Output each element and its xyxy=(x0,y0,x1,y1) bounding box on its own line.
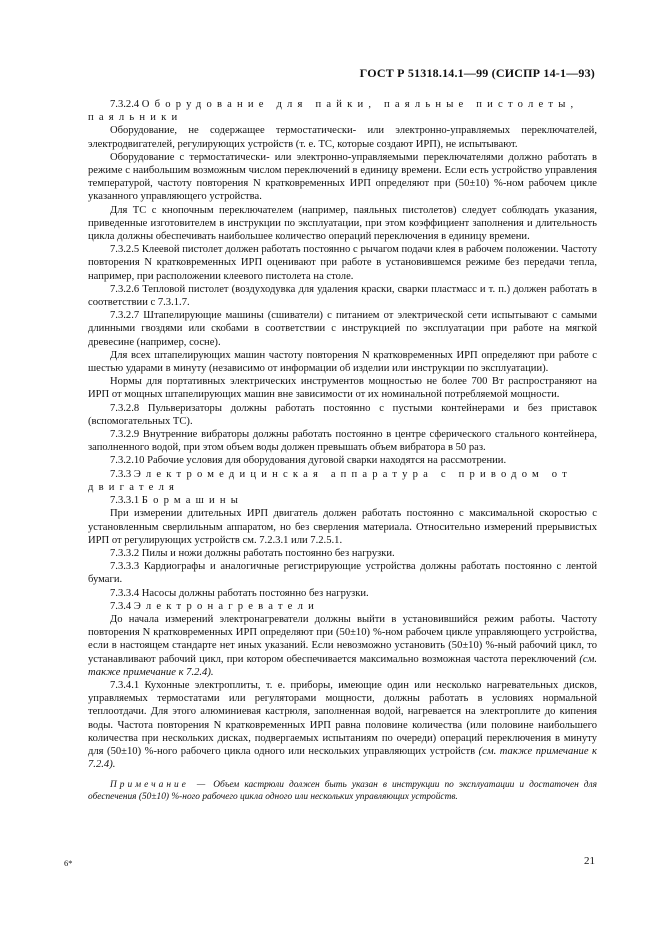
page-number: 21 xyxy=(584,855,595,867)
paragraph: 7.3.4.1 Кухонные электроплиты, т. е. приборы, имеющие один или несколько нагревательных дисков, управляемых термостатами или регуляторами мощности, должны работать в условиях нормальной теплоотдачи. Для этого алюминиевая кастрюля, заполненная водой, нагревается на электроплите до кипения воды. Частота повторения N кратковременных ИРП равна половине количества (или половине наибольшего количества при нескольких дисках, подвергаемых испытаниям по очереди) операций переключения в минуту для (50±10) %-ного рабочего цикла одного или нескольких управляющих устройств (см. также примечание к 7.2.4). xyxy=(88,679,597,771)
paragraph: 7.3.2.6 Тепловой пистолет (воздуходувка для удаления краски, сварки пластмасс и т. п.) должен работать в соответствии с 7.3.1.7. xyxy=(88,283,597,309)
section-7-3-4-heading: 7.3.4 Электронагреватели xyxy=(110,600,319,612)
section-7-3-3-1-heading: 7.3.3.1 Бормашины xyxy=(110,495,244,507)
paragraph: Оборудование с термостатически- или электронно-управляемыми переключателями должно работать в режиме с наибольшим возможным числом переключений в единицу времени. Если есть устройство управления температурой, частоту повторения N кратковременных ИРП определяют при (50±10) %-ном рабочем цикле указанного управляющего устройства. xyxy=(88,151,597,203)
paragraph: 7.3.2.9 Внутренние вибраторы должны работать постоянно в центре сферического стального контейнера, заполненного водой, при этом объем воды должен превышать объем вибратора в 50 раз. xyxy=(88,429,597,454)
paragraph: 7.3.3.2 Пилы и ножи должны работать постоянно без нагрузки. xyxy=(110,547,395,559)
paragraph: 7.3.3.4 Насосы должны работать постоянно без нагрузки. xyxy=(110,587,369,599)
footer-mark: 6* xyxy=(64,858,73,868)
paragraph: 7.3.2.5 Клеевой пистолет должен работать постоянно с рычагом подачи клея в рабочем положении. Частоту повторения N кратковременных ИРП оценивают при работе в установившемся режиме без передачи тепла, например, при расположении клеевого пистолета на столе. xyxy=(88,244,597,282)
note: Примечание — Объем кастрюли должен быть указан в инструкции по эксплуатации и достаточен для обеспечения (50±10) %-ного рабочего цикла одного или нескольких управляющих устройств. xyxy=(88,780,597,803)
paragraph: 7.3.2.7 Штапелирующие машины (сшиватели) с питанием от электрической сети испытывают с самыми длинными гвоздями или скобами в соответствии с инструкцией по эксплуатации при работе на мягкой древесине (например, сосне). xyxy=(88,310,597,348)
paragraph: 7.3.2.8 Пульверизаторы должны работать постоянно с пустыми контейнерами и без приставок (вспомогательных ТС). xyxy=(88,402,597,427)
document-body xyxy=(88,98,597,803)
paragraph: Для всех штапелирующих машин частоту повторения N кратковременных ИРП определяют при работе с шестью ударами в минуту (независимо от информации об изделии или инструкции по эксплуатации). xyxy=(88,349,597,375)
paragraph: 7.3.2.10 Рабочие условия для оборудования дуговой сварки находятся на рассмотрении. xyxy=(110,455,507,467)
page-header: ГОСТ Р 51318.14.1—99 (СИСПР 14-1—93) xyxy=(359,66,595,80)
paragraph: Для ТС с кнопочным переключателем (например, паяльных пистолетов) следует соблюдать указания, приведенные изготовителем в инструкции по эксплуатации, при этом коэффициент заполнения и длительность цикла должны обеспечивать наибольшее количество операций переключения в единицу времени. xyxy=(88,204,597,243)
paragraph: При измерении длительных ИРП двигатель должен работать постоянно с максимальной скоростью с установленным сверлильным аппаратом, но без сверления материала. Относительно измерений прерывистых ИРП от регулирующих устройств см. 7.2.3.1 или 7.2.5.1. xyxy=(88,508,597,546)
paragraph: Нормы для портативных электрических инструментов мощностью не более 700 Вт распространяют на ИРП от мощных штапелирующих машин вне зависимости от их номинальной потребляемой мощности. xyxy=(88,376,597,401)
paragraph: Оборудование, не содержащее термостатически- или электронно-управляемых переключателей, электродвигателей, регулирующих устройств (т. е. ТС, которые создают ИРП), не испытывают. xyxy=(88,125,597,150)
paragraph: До начала измерений электронагреватели должны выйти в установившийся режим работы. Частоту повторения N кратковременных ИРП определяют при (50±10) %-ном рабочем цикле управляющего устройства, если в настоящем стандарте нет иных указаний. Если невозможно установить (50±10) %-ный рабочий цикл, то устанавливают рабочий цикл, при котором обеспечивается максимально возможная частота переключений (см. также примечание к 7.2.4). xyxy=(88,613,597,678)
paragraph: 7.3.3.3 Кардиографы и аналогичные регистрирующие устройства должны работать постоянно с лентой бумаги. xyxy=(88,561,597,586)
section-7-3-2-4-heading: 7.3.2.4 Оборудование для пайки, паяльные пистолеты, паяльники xyxy=(88,99,579,124)
section-7-3-3-heading: 7.3.3 Электромедицинская аппаратура с приводом от двигателя xyxy=(88,468,572,493)
